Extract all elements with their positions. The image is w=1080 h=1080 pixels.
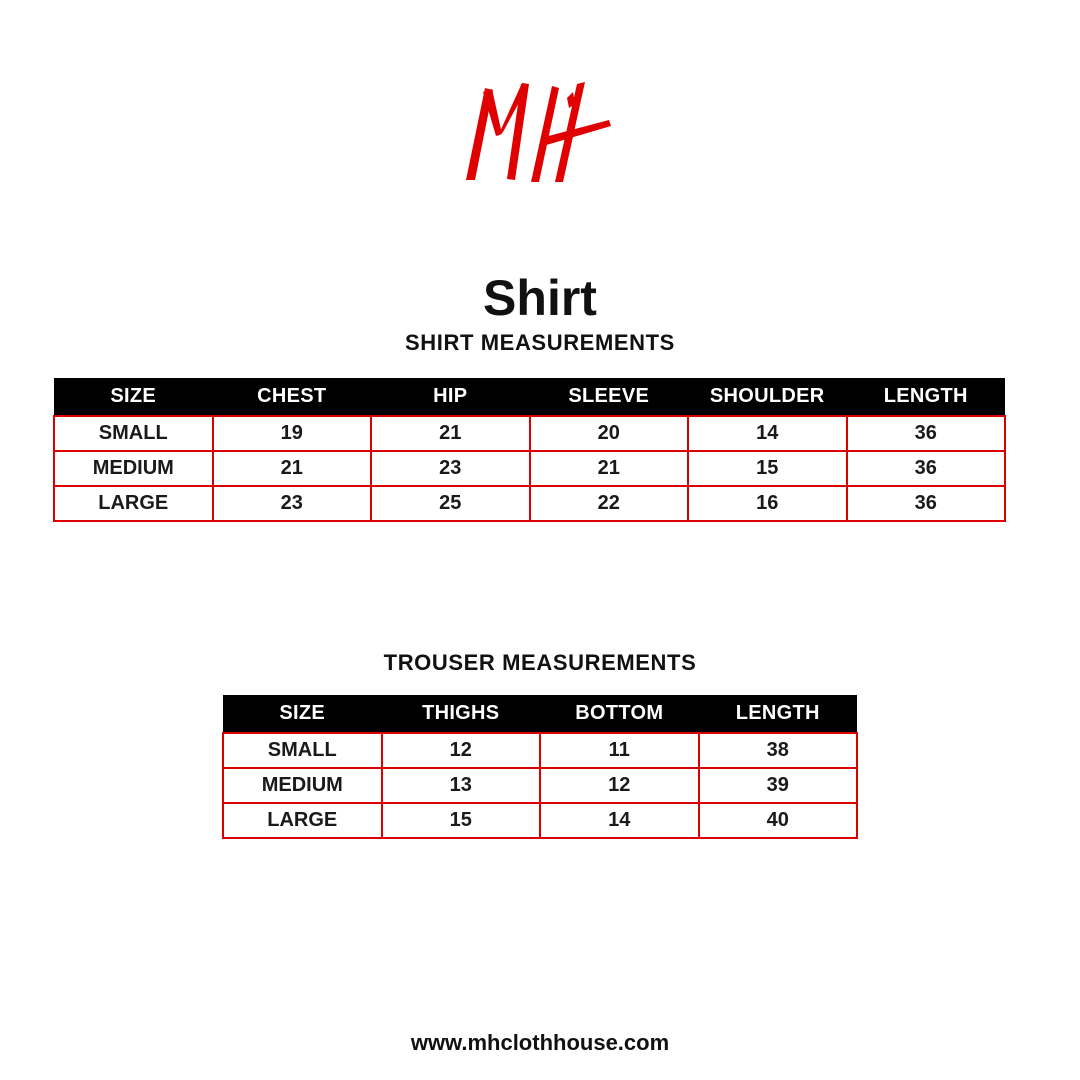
table-cell: MEDIUM [223,768,382,803]
header-bottom: BOTTOM [540,695,699,733]
table-cell: LARGE [223,803,382,838]
shirt-measurements-table [53,378,1006,522]
table-cell: 15 [688,451,847,486]
trouser-measurements-table [222,695,858,839]
table-cell: 14 [688,416,847,451]
header-hip: HIP [371,378,530,416]
table-header-row [54,378,1005,416]
table-cell: 12 [540,768,699,803]
table-cell: 21 [530,451,689,486]
table-cell: 39 [699,768,858,803]
table-cell: 38 [699,733,858,768]
table-cell: 13 [382,768,541,803]
table-header-row [223,695,857,733]
header-length: LENGTH [699,695,858,733]
table-cell: 25 [371,486,530,521]
website-link[interactable]: www.mhclothhouse.com [410,1030,670,1055]
table-cell: 21 [371,416,530,451]
shirt-section-title: SHIRT MEASUREMENTS [405,330,675,355]
header-sleeve: SLEEVE [530,378,689,416]
table-row [54,486,1005,521]
header-chest: CHEST [213,378,372,416]
table-cell: 16 [688,486,847,521]
table-cell: 15 [382,803,541,838]
brand-logo [455,72,625,194]
table-cell: 36 [847,486,1006,521]
table-cell: 14 [540,803,699,838]
table-cell: 19 [213,416,372,451]
table-row [223,733,857,768]
table-cell: 22 [530,486,689,521]
page-title: Shirt [483,270,597,326]
table-cell: 36 [847,451,1006,486]
header-shoulder: SHOULDER [688,378,847,416]
table-cell: 21 [213,451,372,486]
table-cell: 23 [213,486,372,521]
header-size: SIZE [223,695,382,733]
header-length: LENGTH [847,378,1006,416]
table-row [54,451,1005,486]
table-cell: 40 [699,803,858,838]
trouser-section-title: TROUSER MEASUREMENTS [383,650,697,675]
table-cell: SMALL [54,416,213,451]
table-row [54,416,1005,451]
table-cell: MEDIUM [54,451,213,486]
header-thighs: THIGHS [382,695,541,733]
table-cell: LARGE [54,486,213,521]
table-cell: 23 [371,451,530,486]
table-cell: 12 [382,733,541,768]
header-size: SIZE [54,378,213,416]
table-cell: 36 [847,416,1006,451]
table-cell: 20 [530,416,689,451]
mh-logo-icon [455,72,625,194]
table-row [223,768,857,803]
table-row [223,803,857,838]
table-cell: SMALL [223,733,382,768]
table-cell: 11 [540,733,699,768]
